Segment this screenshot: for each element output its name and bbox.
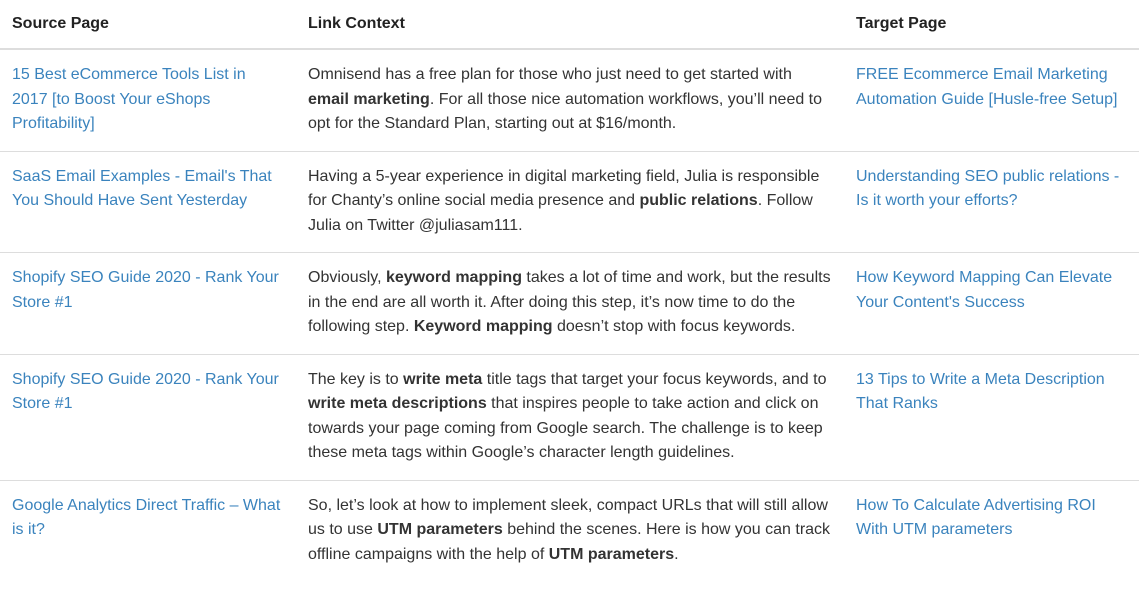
- source-page-link[interactable]: 15 Best eCommerce Tools List in 2017 [to Boost Your eShops Profitability]: [12, 66, 246, 132]
- anchor-text: email marketing: [308, 90, 430, 108]
- target-page-link[interactable]: FREE Ecommerce Email Marketing Automation Guide [Husle-free Setup]: [856, 66, 1118, 108]
- anchor-text: keyword mapping: [385, 269, 522, 286]
- target-page-cell: [844, 354, 1139, 480]
- context-text: behind the scenes. Here is how you can track offline campaigns with the help of: [308, 521, 831, 563]
- context-text: So, let’s look at how to implement sleek, compact URLs that will still allow us to use: [308, 496, 828, 538]
- source-page-cell: [0, 49, 296, 151]
- context-text: Omnisend has a free plan for those who just need to get started with: [308, 66, 792, 83]
- source-page-link[interactable]: Google Analytics Direct Traffic – What is it?: [12, 496, 281, 538]
- context-text: takes a lot of time and work, but the results in the end are all worth it. After doing this step, it’s now time to do the following step.: [308, 269, 831, 335]
- header-source-page: Source Page: [0, 0, 296, 49]
- table-header: [0, 0, 1139, 49]
- context-text: The key is to: [308, 370, 404, 388]
- header-target-page: Target Page: [844, 0, 1139, 49]
- source-page-link[interactable]: Shopify SEO Guide 2020 - Rank Your Store #1: [12, 269, 279, 311]
- table-row: [0, 480, 1139, 581]
- link-context-cell: [296, 480, 844, 581]
- table-row: [0, 354, 1139, 480]
- source-page-cell: [0, 151, 296, 253]
- source-page-cell: [0, 253, 296, 355]
- context-text: Having a 5-year experience in digital marketing field, Julia is responsible for Chanty’s online social media presence and: [308, 167, 820, 209]
- link-context-cell: [296, 49, 844, 151]
- target-page-link[interactable]: 13 Tips to Write a Meta Description That Ranks: [856, 370, 1105, 412]
- target-page-link[interactable]: How To Calculate Advertising ROI With UTM parameters: [856, 496, 1096, 538]
- context-text: that inspires people to take action and click on towards your page coming from Google search. The challenge is to keep these meta tags within Google’s character length guidelines.: [308, 395, 823, 461]
- table-row: [0, 49, 1139, 151]
- header-row: [0, 0, 1139, 49]
- anchor-text: UTM parameters: [377, 521, 503, 538]
- target-page-cell: [844, 253, 1139, 355]
- table-body: [0, 49, 1139, 581]
- target-page-link[interactable]: Understanding SEO public relations - Is it worth your efforts?: [856, 167, 1120, 209]
- context-text: doesn’t stop with focus keywords.: [552, 318, 796, 335]
- anchor-text: write meta: [403, 370, 483, 388]
- source-page-link[interactable]: Shopify SEO Guide 2020 - Rank Your Store #1: [12, 370, 279, 412]
- context-text: Obviously,: [308, 269, 386, 286]
- context-text: . Follow Julia on Twitter @juliasam111.: [308, 192, 813, 234]
- target-page-cell: [844, 49, 1139, 151]
- table-row: [0, 253, 1139, 355]
- context-text: title tags that target your focus keywords, and to: [482, 370, 827, 388]
- source-page-cell: [0, 480, 296, 581]
- context-text: . For all those nice automation workflows, you’ll need to opt for the Standard Plan, starting out at $16/month.: [308, 90, 823, 132]
- link-context-cell: [296, 354, 844, 480]
- anchor-text: Keyword mapping: [413, 318, 553, 335]
- header-link-context: Link Context: [296, 0, 844, 49]
- target-page-link[interactable]: How Keyword Mapping Can Elevate Your Content's Success: [856, 269, 1113, 311]
- anchor-text: UTM parameters: [548, 545, 675, 563]
- target-page-cell: [844, 480, 1139, 581]
- link-context-cell: [296, 253, 844, 355]
- context-text: .: [674, 545, 679, 563]
- source-page-cell: [0, 354, 296, 480]
- anchor-text: public relations: [639, 192, 758, 209]
- target-page-cell: [844, 151, 1139, 253]
- anchor-text: write meta descriptions: [308, 395, 487, 412]
- link-context-cell: [296, 151, 844, 253]
- source-page-link[interactable]: SaaS Email Examples - Email's That You Should Have Sent Yesterday: [12, 167, 272, 209]
- table-row: [0, 151, 1139, 253]
